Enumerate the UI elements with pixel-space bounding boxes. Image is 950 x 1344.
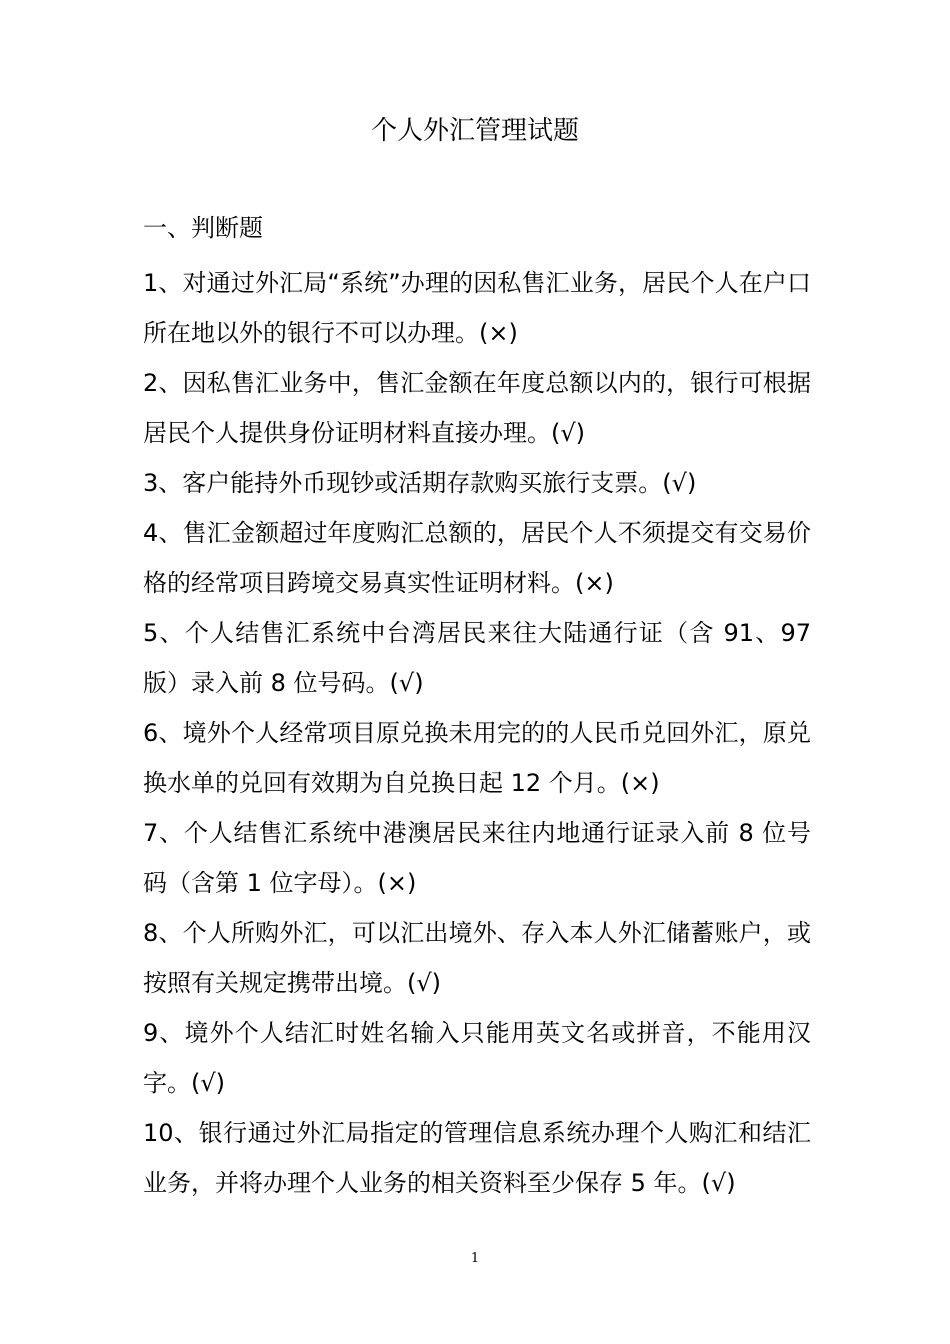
question-text: 2、因私售汇业务中，售汇金额在年度总额以内的，银行可根据居民个人提供身份证明材料直接办理。 (143, 369, 811, 447)
question-item (143, 708, 811, 808)
question-answer: (√) (551, 419, 586, 447)
question-item (143, 808, 811, 908)
question-answer: (√) (191, 1069, 226, 1097)
question-item (143, 358, 811, 458)
question-item (143, 508, 811, 608)
question-item (143, 608, 811, 708)
question-text: 1、对通过外汇局“系统”办理的因私售汇业务，居民个人在户口所在地以外的银行不可以办理。 (143, 269, 811, 347)
question-text: 7、个人结售汇系统中港澳居民来往内地通行证录入前 8 位号码（含第 1 位字母）。 (143, 819, 811, 897)
question-item (143, 258, 811, 358)
question-text: 3、客户能持外币现钞或活期存款购买旅行支票。 (143, 469, 663, 497)
document-title: 个人外汇管理试题 (370, 116, 579, 146)
question-answer: (×) (377, 869, 417, 897)
question-text: 5、个人结售汇系统中台湾居民来往大陆通行证（含 91、97 版）录入前 8 位号码。 (143, 619, 811, 697)
question-answer: (√) (662, 469, 697, 497)
question-text: 9、境外个人结汇时姓名输入只能用英文名或拼音，不能用汉字。 (143, 1019, 811, 1097)
question-list (143, 258, 811, 1208)
question-answer: (√) (389, 669, 424, 697)
question-text: 8、个人所购外汇，可以汇出境外、存入本人外汇储蓄账户，或按照有关规定携带出境。 (143, 919, 811, 997)
question-text: 6、境外个人经常项目原兑换未用完的的人民币兑回外汇，原兑换水单的兑回有效期为自兑换日起 12 个月。 (143, 719, 811, 797)
question-answer: (√) (407, 969, 442, 997)
question-answer: (×) (479, 319, 518, 347)
page-number: 1 (470, 1251, 480, 1266)
question-item (143, 1108, 811, 1208)
question-answer: (×) (575, 569, 614, 597)
question-item (143, 908, 811, 1008)
question-text: 10、银行通过外汇局指定的管理信息系统办理个人购汇和结汇业务，并将办理个人业务的相关资料至少保存 5 年。 (143, 1119, 811, 1197)
question-text: 4、售汇金额超过年度购汇总额的，居民个人不须提交有交易价格的经常项目跨境交易真实性证明材料。 (143, 519, 811, 597)
question-answer: (×) (620, 769, 660, 797)
question-item (143, 458, 811, 508)
question-answer: (√) (701, 1169, 736, 1197)
question-item (143, 1008, 811, 1108)
section-heading: 一、判断题 (143, 214, 263, 242)
